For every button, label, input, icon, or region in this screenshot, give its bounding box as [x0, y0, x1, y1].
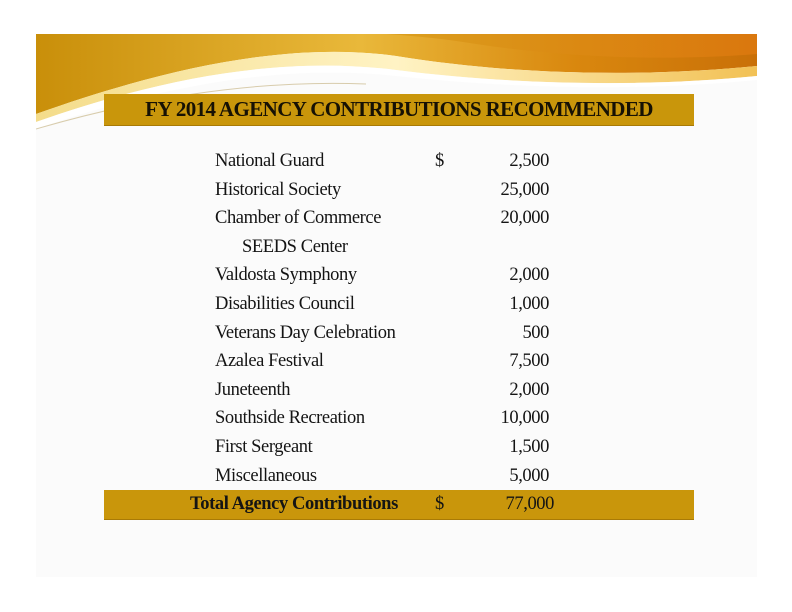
- row-currency: $: [435, 151, 444, 171]
- table-row: [36, 233, 757, 262]
- row-label: SEEDS Center: [242, 236, 348, 257]
- row-label: Disabilities Council: [215, 293, 355, 314]
- table-row: [36, 176, 757, 205]
- table-row: [36, 319, 757, 348]
- row-label: Veterans Day Celebration: [215, 322, 396, 343]
- table-row: [36, 347, 757, 376]
- row-amount: 1,000: [509, 293, 549, 314]
- row-label: Southside Recreation: [215, 408, 365, 429]
- row-amount: 7,500: [509, 351, 549, 372]
- row-amount: 5,000: [509, 465, 549, 486]
- total-currency: $: [435, 494, 444, 514]
- row-label: Juneteenth: [215, 379, 291, 400]
- table-row: [36, 204, 757, 233]
- row-amount: 25,000: [500, 179, 549, 200]
- page-title: FY 2014 AGENCY CONTRIBUTIONS RECOMMENDED: [145, 97, 653, 121]
- row-amount: 2,500: [509, 151, 549, 171]
- table-row: [36, 261, 757, 290]
- row-label: Azalea Festival: [215, 351, 324, 372]
- title-bar: [104, 94, 694, 126]
- row-amount: 10,000: [500, 408, 549, 429]
- row-amount: 2,000: [509, 265, 549, 286]
- total-amount: 77,000: [505, 494, 554, 514]
- row-amount: 1,500: [509, 436, 549, 457]
- table-row: [36, 404, 757, 433]
- total-row: [104, 490, 694, 520]
- table-row: [36, 462, 757, 491]
- table-row: [36, 147, 757, 176]
- total-label: Total Agency Contributions: [190, 494, 398, 514]
- row-label: Chamber of Commerce: [215, 208, 382, 229]
- table-row: [36, 290, 757, 319]
- contributions-table: [36, 147, 757, 490]
- table-row: [36, 376, 757, 405]
- table-row: [36, 433, 757, 462]
- row-label: Valdosta Symphony: [215, 265, 357, 286]
- slide: [36, 34, 757, 577]
- row-label: First Sergeant: [215, 436, 313, 457]
- row-label: Miscellaneous: [215, 465, 317, 486]
- row-label: National Guard: [215, 151, 324, 171]
- row-amount: 20,000: [500, 208, 549, 229]
- row-amount: 2,000: [509, 379, 549, 400]
- row-label: Historical Society: [215, 179, 341, 200]
- row-amount: 500: [522, 322, 549, 343]
